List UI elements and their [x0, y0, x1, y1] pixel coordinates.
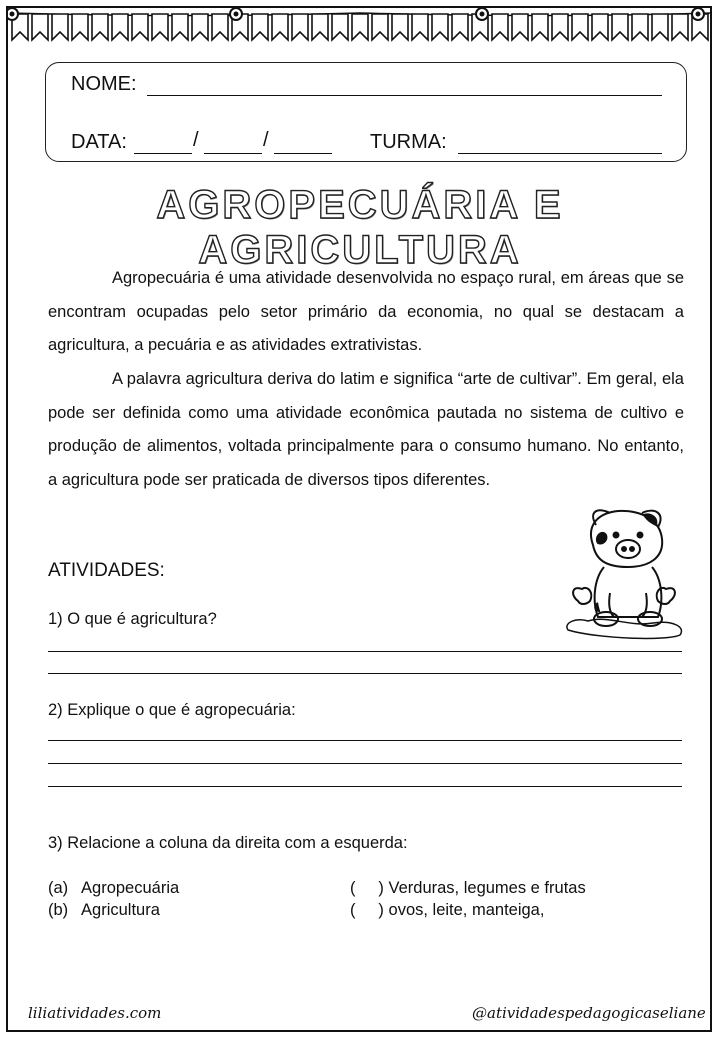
item-marker: (b)	[48, 901, 69, 919]
answer-line[interactable]	[48, 763, 682, 764]
class-label: TURMA:	[370, 131, 447, 153]
item-text: Agricultura	[81, 901, 160, 919]
date-month-field[interactable]	[204, 153, 262, 154]
item-marker: (a)	[48, 879, 69, 897]
date-separator: /	[193, 129, 199, 151]
footer-instagram-handle: @atividadespedagogicaseliane	[472, 1004, 706, 1022]
answer-line[interactable]	[48, 786, 682, 787]
question-1: 1) O que é agricultura?	[48, 610, 217, 628]
answer-line[interactable]	[48, 673, 682, 674]
date-year-field[interactable]	[274, 153, 332, 154]
pig-illustration	[558, 505, 692, 641]
date-separator: /	[263, 129, 269, 151]
answer-line[interactable]	[48, 740, 682, 741]
answer-blank[interactable]: ( )	[350, 879, 384, 897]
question-3: 3) Relacione a coluna da direita com a esquerda:	[48, 834, 408, 852]
footer-website: liliatividades.com	[28, 1004, 162, 1022]
paragraph-2: A palavra agricultura deriva do latim e significa “arte de cultivar”. Em geral, ela pode ser definida como uma atividade econômica pautada no sistema de cultivo e produção de alimentos, voltada principalmente para o consumo humano. No entanto, a agricultura pode ser praticada de diversos tipos diferentes.	[48, 370, 684, 489]
right-column-item	[350, 879, 586, 898]
answer-blank[interactable]: ( )	[350, 901, 384, 919]
page-title: AGROPECUÁRIA E AGRICULTURA	[156, 183, 564, 272]
item-text: Agropecuária	[81, 879, 180, 897]
pennant-bunting-icon	[8, 6, 712, 48]
answer-line[interactable]	[48, 651, 682, 652]
item-text: ovos, leite, manteiga,	[388, 901, 545, 919]
left-column-item	[48, 901, 160, 920]
class-field[interactable]	[458, 153, 662, 154]
name-field[interactable]	[147, 95, 662, 96]
paragraph-1: Agropecuária é uma atividade desenvolvida no espaço rural, em áreas que se encontram ocupadas pelo setor primário da economia, no qual se destacam a agricultura, a pecuária e as atividades extrativistas.	[48, 269, 684, 354]
question-2: 2) Explique o que é agropecuária:	[48, 701, 296, 719]
date-label: DATA:	[71, 131, 127, 153]
name-label: NOME:	[71, 73, 137, 95]
right-column-item	[350, 901, 544, 920]
left-column-item	[48, 879, 179, 898]
activities-heading: ATIVIDADES:	[48, 560, 165, 581]
date-day-field[interactable]	[134, 153, 192, 154]
student-info-box	[45, 62, 687, 162]
item-text: Verduras, legumes e frutas	[388, 879, 586, 897]
